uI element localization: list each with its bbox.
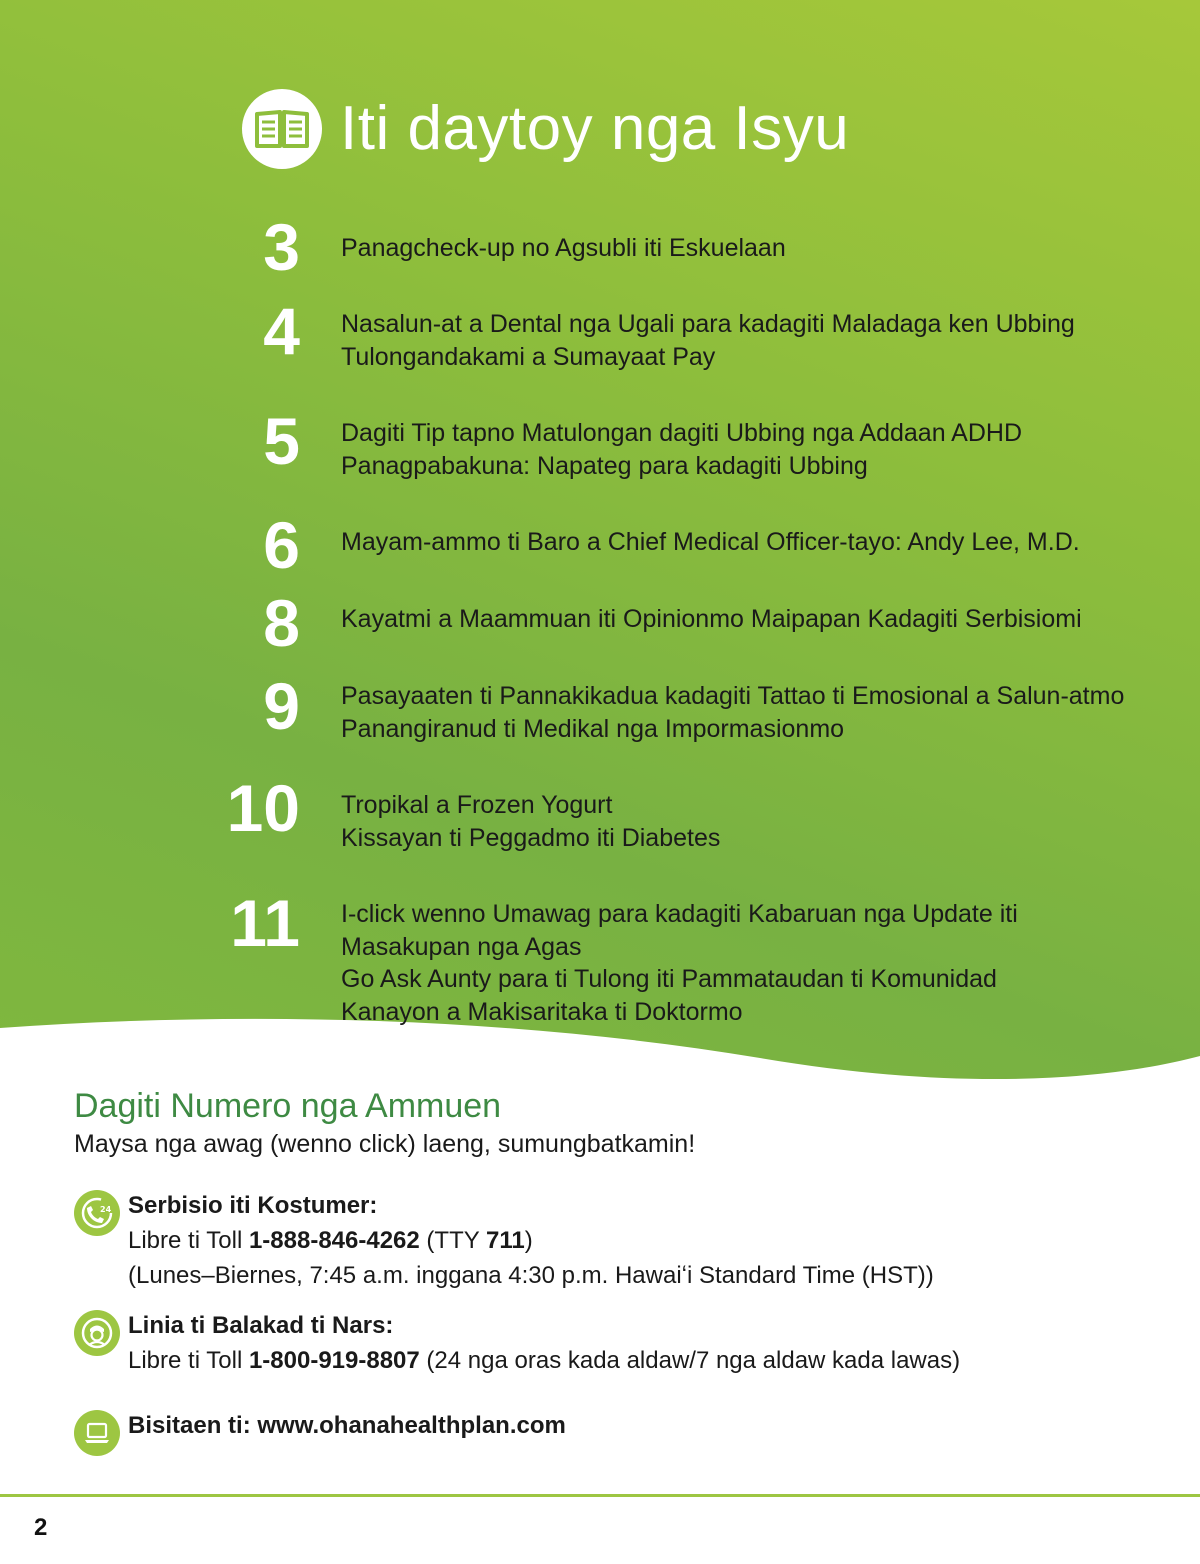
toc-page-number: 6 [263, 508, 300, 582]
toc-page-number: 3 [263, 210, 300, 284]
toll-free-prefix: Libre ti Toll [128, 1227, 249, 1254]
toc-line: Panangiranud ti Medikal nga Impormasionmo [341, 714, 845, 743]
toc-entry[interactable] [341, 526, 1080, 559]
customer-service-label: Serbisio iti Kostumer: [128, 1192, 378, 1219]
toc-line: Tulongandakami a Sumayaat Pay [341, 342, 716, 371]
toc-entry[interactable] [341, 898, 1018, 1028]
toc-line: Pasayaaten ti Pannakikadua kadagiti Tattao ti Emosional a Salun-atmo [341, 682, 1125, 710]
toc-entry[interactable] [341, 232, 786, 265]
toc-line: Nasalun-at a Dental nga Ugali para kadagiti Maladaga ken Ubbing [341, 310, 1075, 338]
page-title: Iti daytoy nga Isyu [340, 94, 850, 163]
issue-header [242, 88, 849, 170]
toll-free-prefix: Libre ti Toll [128, 1347, 249, 1374]
website-link[interactable]: Bisitaen ti: www.ohanahealthplan.com [128, 1412, 566, 1439]
toc-page-number: 5 [263, 404, 300, 478]
nurse-line-phone[interactable]: 1-800-919-8807 [248, 1347, 420, 1374]
contact-subtitle: Maysa nga awag (wenno click) laeng, sumungbatkamin! [74, 1130, 696, 1158]
nurse-line-hours: (24 nga oras kada aldaw/7 nga aldaw kada lawas) [419, 1347, 961, 1374]
contact-title: Dagiti Numero nga Ammuen [74, 1087, 502, 1125]
toc-line: Panagcheck-up no Agsubli iti Eskuelaan [341, 234, 786, 262]
toc-line: Masakupan nga Agas [341, 932, 582, 961]
toc-entry[interactable] [341, 417, 1022, 482]
svg-text:24: 24 [100, 1205, 112, 1214]
nurse-icon [74, 1310, 120, 1356]
toc-entry[interactable] [341, 680, 1124, 745]
page-number: 2 [34, 1514, 48, 1541]
tty-number[interactable]: 711 [486, 1227, 525, 1254]
book-icon [242, 89, 322, 169]
laptop-icon [74, 1410, 120, 1456]
toc-line: Go Ask Aunty para ti Tulong iti Pammataudan ti Komunidad [341, 965, 997, 993]
toc-line: Mayam-ammo ti Baro a Chief Medical Officer-tayo: Andy Lee, M.D. [341, 528, 1080, 556]
toc-page-number: 11 [230, 886, 300, 960]
toc-page-number: 8 [263, 586, 300, 660]
toc-line: Dagiti Tip tapno Matulongan dagiti Ubbing nga Addaan ADHD [341, 419, 1023, 447]
customer-service-phone[interactable]: 1-888-846-4262 [248, 1227, 420, 1254]
phone-24-icon [74, 1190, 120, 1236]
footer-divider [0, 1494, 1200, 1497]
contact-section [74, 1086, 1134, 1160]
toc-page-number: 4 [263, 294, 300, 368]
toc-line: Kayatmi a Maammuan iti Opinionmo Maipapan Kadagiti Serbisiomi [341, 605, 1082, 633]
toc-entry[interactable] [341, 308, 1075, 373]
nurse-line-label: Linia ti Balakad ti Nars: [128, 1312, 394, 1339]
toc-page-number: 9 [263, 669, 300, 743]
toc-entry[interactable] [341, 603, 1082, 636]
toc-entry[interactable] [341, 789, 720, 854]
toc-line: I-click wenno Umawag para kadagiti Kabaruan nga Update iti [341, 900, 1018, 928]
tty-close: ) [524, 1227, 533, 1254]
toc-line: Tropikal a Frozen Yogurt [341, 791, 613, 819]
customer-service-hours: (Lunes–Biernes, 7:45 a.m. inggana 4:30 p.m. Hawaiʻi Standard Time (HST)) [128, 1262, 934, 1289]
tty-open: (TTY [419, 1227, 486, 1254]
toc-page-number: 10 [226, 771, 300, 845]
toc-line: Kissayan ti Peggadmo iti Diabetes [341, 823, 721, 852]
toc-line: Kanayon a Makisaritaka ti Doktormo [341, 997, 743, 1026]
toc-line: Panagpabakuna: Napateg para kadagiti Ubbing [341, 451, 868, 480]
